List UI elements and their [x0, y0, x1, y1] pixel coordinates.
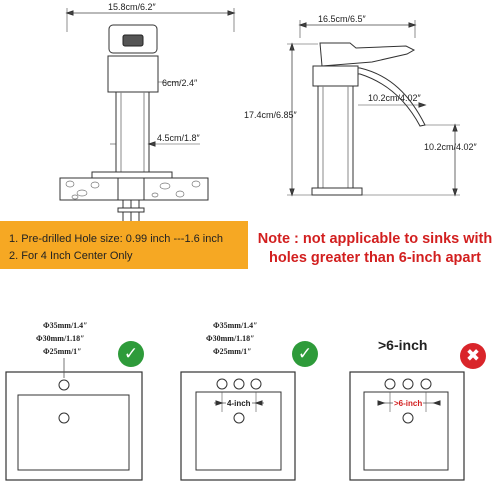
sink2-spacing: 4-inch — [227, 399, 251, 408]
dim-total-height: 17.4cm/6.85″ — [244, 110, 297, 120]
note-hole-size: 1. Pre-drilled Hole size: 0.99 inch ---1.6 inch — [9, 233, 223, 245]
side-view-faucet — [287, 20, 460, 195]
dim-spout-height: 10.2cm/4.02″ — [424, 142, 477, 152]
dim-spout-reach: 10.2cm/4.02″ — [368, 93, 421, 103]
front-view-faucet — [60, 8, 234, 224]
sink-wide-spread — [350, 372, 464, 480]
cross-icon: ✖ — [460, 343, 486, 369]
sink3-spacing: >6-inch — [394, 399, 423, 408]
sink2-size-30: Φ30mm/1.18″ — [206, 334, 255, 343]
sink-three-hole-4inch — [181, 372, 295, 480]
sink-single-hole — [6, 358, 142, 480]
sink1-size-35: Φ35mm/1.4″ — [43, 321, 88, 330]
sink1-size-25: Φ25mm/1″ — [43, 347, 82, 356]
check-icon: ✓ — [292, 341, 318, 367]
sink2-size-35: Φ35mm/1.4″ — [213, 321, 258, 330]
dim-aerator: 6cm/2.4″ — [162, 78, 198, 88]
sink2-size-25: Φ25mm/1″ — [213, 347, 252, 356]
sink1-size-30: Φ30mm/1.18″ — [36, 334, 85, 343]
warning-line-1: Note : not applicable to sinks with — [257, 231, 493, 247]
dim-top-width: 15.8cm/6.2″ — [108, 2, 156, 12]
warning-line-2: holes greater than 6-inch apart — [269, 250, 481, 266]
wide-spread-heading: >6-inch — [378, 337, 428, 353]
dim-base-width: 4.5cm/1.8″ — [157, 133, 200, 143]
dim-side-width: 16.5cm/6.5″ — [318, 14, 366, 24]
note-center: 2. For 4 Inch Center Only — [9, 250, 133, 262]
check-icon: ✓ — [118, 341, 144, 367]
